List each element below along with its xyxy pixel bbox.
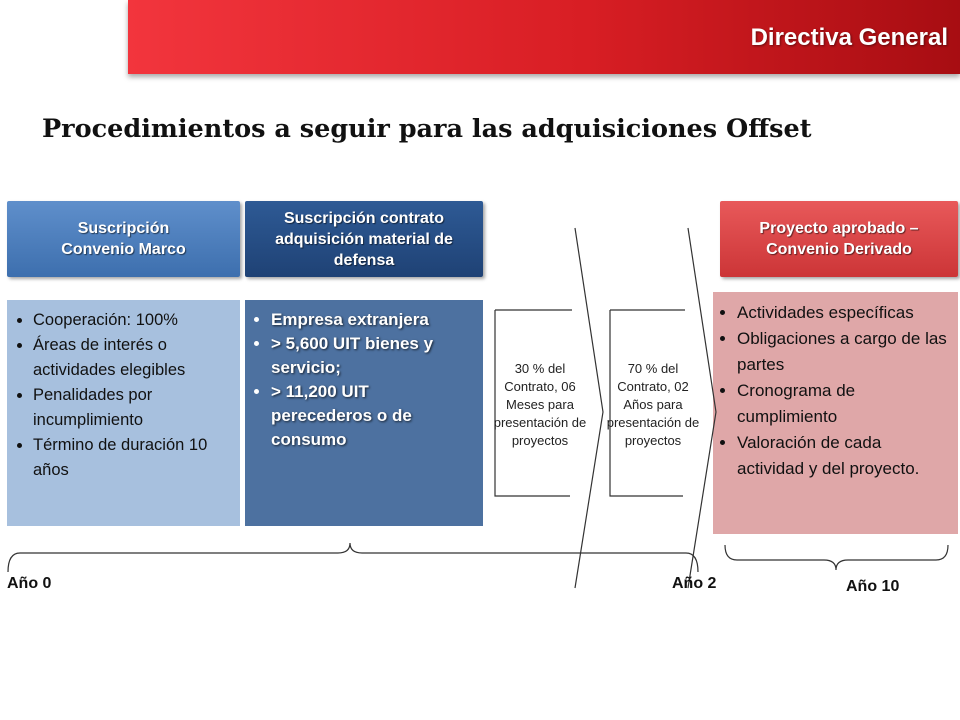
header-convenio-derivado-label: Proyecto aprobado – Convenio Derivado (759, 220, 919, 258)
header-convenio-marco-label: Suscripción Convenio Marco (61, 220, 186, 258)
list-item: • Término de duración 10 años (33, 433, 230, 483)
list-item: • Obligaciones a cargo de las partes (737, 326, 948, 378)
list-item: • > 5,600 UIT bienes y servicio; (271, 332, 473, 380)
list-item: • Valoración de cada actividad y del proyecto. (737, 430, 948, 482)
list-item: • Actividades específicas (737, 300, 948, 326)
year-2-label: Año 2 (672, 575, 717, 592)
phase-2-text: 70 % del Contrato, 02 Años para presentación de proyectos (606, 361, 700, 448)
list-item: • Cronograma de cumplimiento (737, 378, 948, 430)
list-item: • Empresa extranjera (271, 308, 473, 332)
phase-1-text: 30 % del Contrato, 06 Meses para presentación de proyectos (493, 361, 587, 448)
brace-year10 (725, 545, 948, 570)
page-title: Procedimientos a seguir para las adquisiciones Offset (42, 114, 812, 144)
list-item: • Cooperación: 100% (33, 308, 230, 333)
list-item: • > 11,200 UIT perecederos o de consumo (271, 380, 473, 452)
year-10-label: Año 10 (846, 578, 900, 595)
list-item: • Penalidades por incumplimiento (33, 383, 230, 433)
banner-title: Directiva General (750, 24, 948, 51)
header-contrato-adquisicion-label: Suscripción contrato adquisición material de defensa (275, 209, 453, 269)
year-0-label: Año 0 (7, 575, 52, 592)
brace-year0-year2 (8, 543, 698, 572)
list-item: • Áreas de interés o actividades elegibles (33, 333, 230, 383)
